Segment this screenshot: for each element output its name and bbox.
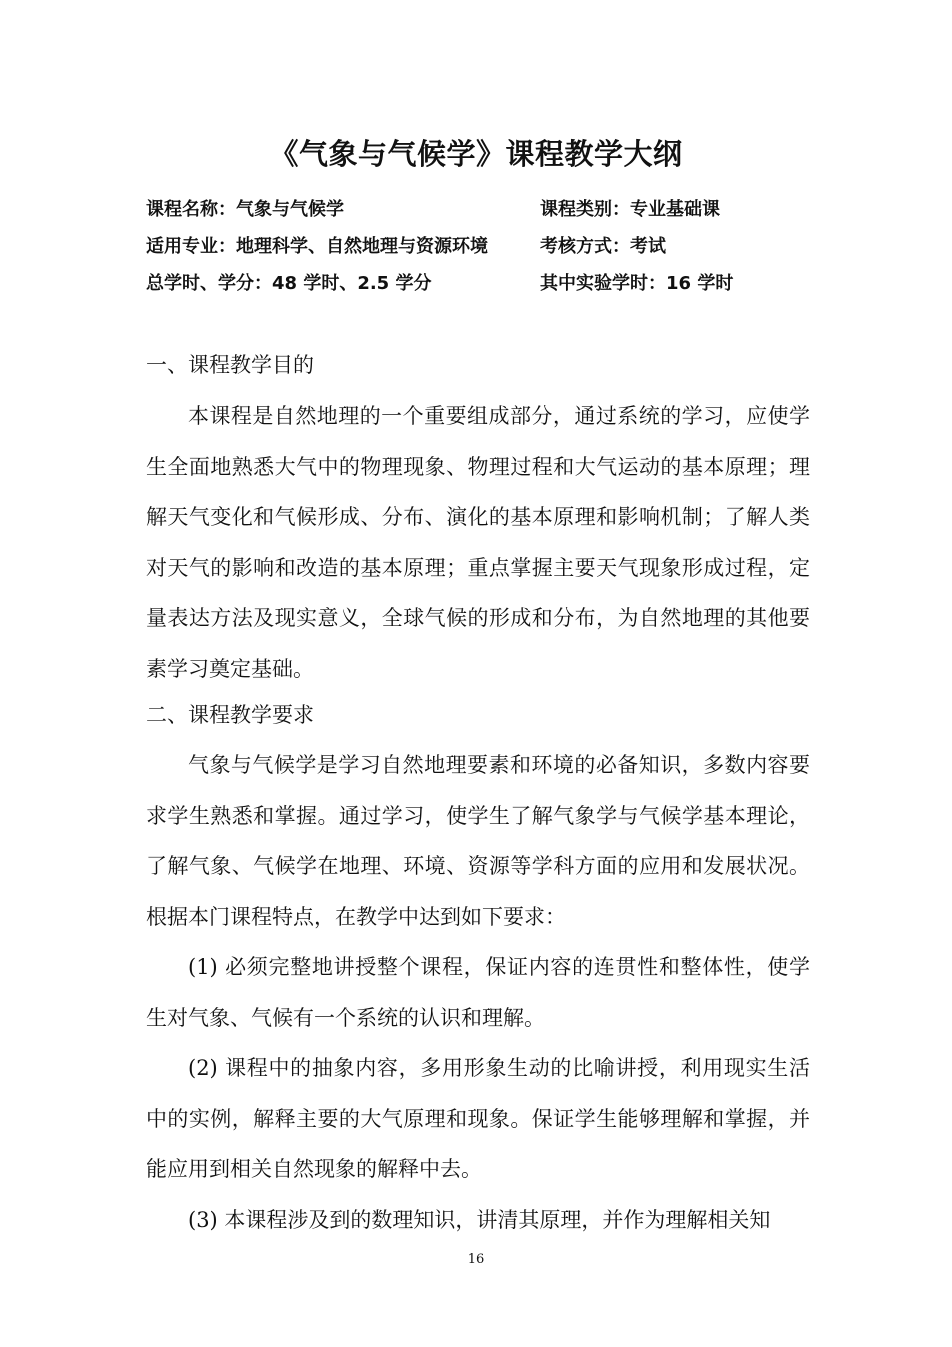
lab-hours: 其中实验学时：16 学时: [540, 273, 734, 294]
course-type: 课程类别：专业基础课: [540, 199, 720, 220]
hours-credits: 总学时、学分：48 学时、2.5 学分: [146, 273, 432, 294]
requirement-item-3: (3) 本课程涉及到的数理知识，讲清其原理，并作为理解相关知: [188, 1208, 771, 1232]
requirement-item-1: (1) 必须完整地讲授整个课程，保证内容的连贯性和整体性，使学生对气象、气候有一个系统的认识和理解。: [146, 955, 810, 1030]
applicable-majors: 适用专业：地理科学、自然地理与资源环境: [146, 236, 488, 257]
section-heading-purpose: 一、课程教学目的: [146, 353, 314, 377]
document-title: 《气象与气候学》课程教学大纲: [269, 137, 683, 171]
purpose-paragraph: 本课程是自然地理的一个重要组成部分，通过系统的学习，应使学生全面地熟悉大气中的物理现象、物理过程和大气运动的基本原理；理解天气变化和气候形成、分布、演化的基本原理和影响机制；了解人类对天气的影响和改造的基本原理；重点掌握主要天气现象形成过程，定量表达方法及现实意义，全球气候的形成和分布，为自然地理的其他要素学习奠定基础。: [146, 404, 810, 681]
requirements-paragraph: 气象与气候学是学习自然地理要素和环境的必备知识，多数内容要求学生熟悉和掌握。通过学习，使学生了解气象学与气候学基本理论，了解气象、气候学在地理、环境、资源等学科方面的应用和发展状况。根据本门课程特点，在教学中达到如下要求：: [146, 753, 810, 929]
page-number: 16: [467, 1252, 485, 1267]
assessment-method: 考核方式：考试: [540, 236, 666, 257]
section-heading-requirements: 二、课程教学要求: [146, 703, 314, 727]
requirement-item-2: (2) 课程中的抽象内容，多用形象生动的比喻讲授，利用现实生活中的实例，解释主要的大气原理和现象。保证学生能够理解和掌握，并能应用到相关自然现象的解释中去。: [146, 1056, 810, 1181]
meta-row-2: [146, 233, 826, 261]
meta-row-1: [146, 196, 826, 224]
course-name: 课程名称：气象与气候学: [146, 199, 344, 220]
meta-row-3: [146, 270, 826, 298]
